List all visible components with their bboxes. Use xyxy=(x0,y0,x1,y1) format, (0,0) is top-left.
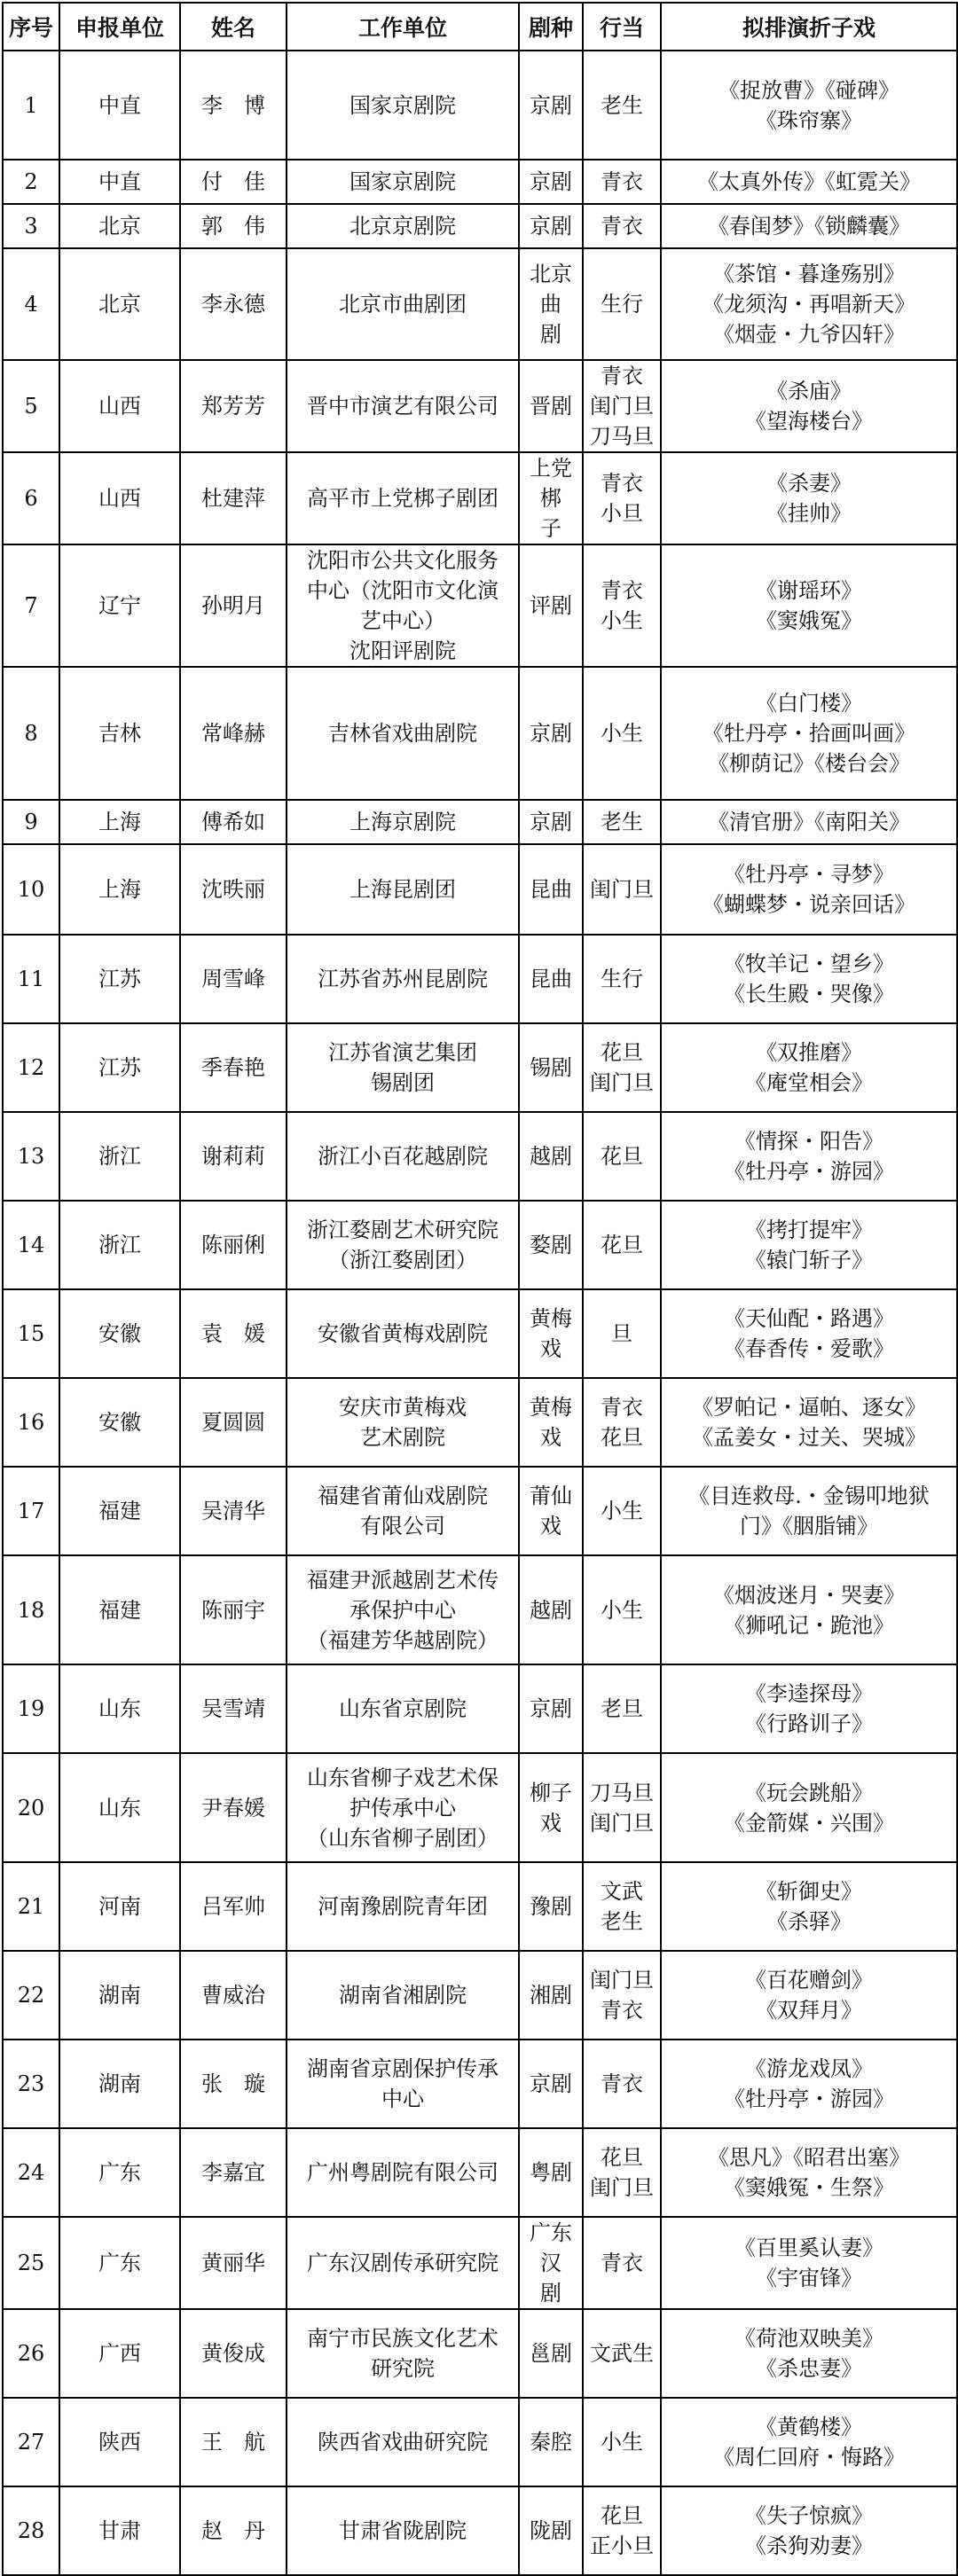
cell-role: 青衣 xyxy=(583,204,661,248)
cell-work: 北京市曲剧团 xyxy=(287,248,519,360)
cell-name: 黄俊成 xyxy=(180,2309,287,2398)
cell-unit: 上海 xyxy=(59,844,180,935)
cell-unit: 湖南 xyxy=(59,1951,180,2040)
table-row xyxy=(3,160,957,204)
cell-unit: 浙江 xyxy=(59,1201,180,1289)
cell-name: 郭 伟 xyxy=(180,204,287,248)
cell-unit: 山东 xyxy=(59,1664,180,1753)
cell-no: 11 xyxy=(3,935,59,1023)
table-row xyxy=(3,1664,957,1753)
cell-genre: 广东汉 剧 xyxy=(519,2217,583,2309)
cell-genre: 锡剧 xyxy=(519,1023,583,1112)
cell-role: 生行 xyxy=(583,248,661,360)
cell-no: 23 xyxy=(3,2040,59,2128)
table-row xyxy=(3,2486,957,2575)
cell-name: 付 佳 xyxy=(180,160,287,204)
cell-unit: 广东 xyxy=(59,2128,180,2217)
cell-unit: 北京 xyxy=(59,248,180,360)
cell-plays: 《斩御史》 《杀驿》 xyxy=(661,1862,957,1951)
cell-name: 周雪峰 xyxy=(180,935,287,1023)
cell-plays: 《烟波迷月・哭妻》 《狮吼记・跪池》 xyxy=(661,1555,957,1664)
cell-name: 袁 媛 xyxy=(180,1289,287,1378)
cell-genre: 秦腔 xyxy=(519,2398,583,2486)
cell-plays: 《春闺梦》《锁麟囊》 xyxy=(661,204,957,248)
cell-no: 25 xyxy=(3,2217,59,2309)
table-row xyxy=(3,2309,957,2398)
header-work: 工作单位 xyxy=(287,3,519,51)
cell-no: 24 xyxy=(3,2128,59,2217)
cell-work: 北京京剧院 xyxy=(287,204,519,248)
cell-work: 吉林省戏曲剧院 xyxy=(287,667,519,800)
cell-no: 12 xyxy=(3,1023,59,1112)
cell-role: 老旦 xyxy=(583,1664,661,1753)
cell-no: 27 xyxy=(3,2398,59,2486)
header-genre: 剧种 xyxy=(519,3,583,51)
cell-name: 曹威治 xyxy=(180,1951,287,2040)
cell-genre: 京剧 xyxy=(519,51,583,160)
cell-role: 闺门旦 xyxy=(583,844,661,935)
table-row xyxy=(3,2217,957,2309)
cell-role: 花旦 xyxy=(583,1112,661,1201)
cell-genre: 晋剧 xyxy=(519,360,583,452)
cell-work: 福建省莆仙戏剧院 有限公司 xyxy=(287,1467,519,1555)
table-row xyxy=(3,2398,957,2486)
cell-plays: 《百花赠剑》 《双拜月》 xyxy=(661,1951,957,2040)
header-row xyxy=(3,3,957,51)
table-row xyxy=(3,1201,957,1289)
cell-role: 刀马旦 闺门旦 xyxy=(583,1753,661,1862)
cell-no: 19 xyxy=(3,1664,59,1753)
cell-genre: 湘剧 xyxy=(519,1951,583,2040)
cell-unit: 江苏 xyxy=(59,935,180,1023)
cell-work: 浙江婺剧艺术研究院 （浙江婺剧团） xyxy=(287,1201,519,1289)
cell-no: 21 xyxy=(3,1862,59,1951)
table-row xyxy=(3,1112,957,1201)
cell-unit: 上海 xyxy=(59,800,180,844)
cell-plays: 《牧羊记・望乡》 《长生殿・哭像》 xyxy=(661,935,957,1023)
cell-genre: 黄梅戏 xyxy=(519,1289,583,1378)
cell-work: 国家京剧院 xyxy=(287,51,519,160)
header-unit: 申报单位 xyxy=(59,3,180,51)
cell-role: 青衣 小生 xyxy=(583,544,661,667)
cell-role: 青衣 花旦 xyxy=(583,1378,661,1467)
cell-no: 28 xyxy=(3,2486,59,2575)
cell-plays: 《拷打提牢》 《辕门斩子》 xyxy=(661,1201,957,1289)
table-row xyxy=(3,667,957,800)
cell-work: 江苏省苏州昆剧院 xyxy=(287,935,519,1023)
cell-work: 浙江小百花越剧院 xyxy=(287,1112,519,1201)
cell-role: 小生 xyxy=(583,667,661,800)
cell-name: 尹春媛 xyxy=(180,1753,287,1862)
cell-plays: 《目连救母.・金锡叩地狱 门》《胭脂铺》 xyxy=(661,1467,957,1555)
cell-unit: 安徽 xyxy=(59,1378,180,1467)
cell-plays: 《茶馆・暮逢殇别》 《龙须沟・再唱新天》 《烟壶・九爷囚轩》 xyxy=(661,248,957,360)
cell-no: 3 xyxy=(3,204,59,248)
header-plays: 拟排演折子戏 xyxy=(661,3,957,51)
cell-no: 22 xyxy=(3,1951,59,2040)
table-row xyxy=(3,1378,957,1467)
cell-work: 甘肃省陇剧院 xyxy=(287,2486,519,2575)
cell-role: 青衣 闺门旦 刀马旦 xyxy=(583,360,661,452)
cell-name: 郑芳芳 xyxy=(180,360,287,452)
cell-no: 14 xyxy=(3,1201,59,1289)
cell-no: 20 xyxy=(3,1753,59,1862)
cell-plays: 《杀庙》 《望海楼台》 xyxy=(661,360,957,452)
cell-plays: 《玩会跳船》 《金箭媒・兴围》 xyxy=(661,1753,957,1862)
cell-role: 小生 xyxy=(583,2398,661,2486)
cell-plays: 《李逵探母》 《行路训子》 xyxy=(661,1664,957,1753)
cell-plays: 《捉放曹》《碰碑》 《珠帘寨》 xyxy=(661,51,957,160)
table-row xyxy=(3,544,957,667)
cell-plays: 《天仙配・路遇》 《春香传・爱歌》 xyxy=(661,1289,957,1378)
cell-genre: 婺剧 xyxy=(519,1201,583,1289)
cell-role: 文武 老生 xyxy=(583,1862,661,1951)
cell-no: 17 xyxy=(3,1467,59,1555)
cell-unit: 河南 xyxy=(59,1862,180,1951)
table-row xyxy=(3,844,957,935)
cell-name: 李 博 xyxy=(180,51,287,160)
cell-genre: 越剧 xyxy=(519,1555,583,1664)
cell-work: 陕西省戏曲研究院 xyxy=(287,2398,519,2486)
cell-role: 花旦 xyxy=(583,1201,661,1289)
cell-role: 花旦 正小旦 xyxy=(583,2486,661,2575)
cell-plays: 《百里奚认妻》 《宇宙锋》 xyxy=(661,2217,957,2309)
cell-work: 江苏省演艺集团 锡剧团 xyxy=(287,1023,519,1112)
cell-no: 10 xyxy=(3,844,59,935)
cell-name: 吴雪靖 xyxy=(180,1664,287,1753)
cell-name: 傅希如 xyxy=(180,800,287,844)
cell-name: 吴清华 xyxy=(180,1467,287,1555)
cell-work: 高平市上党梆子剧团 xyxy=(287,452,519,544)
cell-unit: 湖南 xyxy=(59,2040,180,2128)
cell-plays: 《杀妻》 《挂帅》 xyxy=(661,452,957,544)
cell-plays: 《情探・阳告》 《牡丹亭・游园》 xyxy=(661,1112,957,1201)
cell-plays: 《游龙戏凤》 《牡丹亭・游园》 xyxy=(661,2040,957,2128)
cell-no: 18 xyxy=(3,1555,59,1664)
cell-name: 黄丽华 xyxy=(180,2217,287,2309)
cell-work: 福建尹派越剧艺术传 承保护中心 （福建芳华越剧院） xyxy=(287,1555,519,1664)
table-row xyxy=(3,800,957,844)
cell-genre: 黄梅戏 xyxy=(519,1378,583,1467)
cell-name: 王 航 xyxy=(180,2398,287,2486)
cell-work: 河南豫剧院青年团 xyxy=(287,1862,519,1951)
cell-role: 小生 xyxy=(583,1467,661,1555)
cell-work: 广州粤剧院有限公司 xyxy=(287,2128,519,2217)
cell-name: 陈丽宇 xyxy=(180,1555,287,1664)
cell-plays: 《双推磨》 《庵堂相会》 xyxy=(661,1023,957,1112)
cell-plays: 《罗帕记・逼帕、逐女》 《孟姜女・过关、哭城》 xyxy=(661,1378,957,1467)
cell-name: 谢莉莉 xyxy=(180,1112,287,1201)
cell-unit: 吉林 xyxy=(59,667,180,800)
cell-name: 杜建萍 xyxy=(180,452,287,544)
cell-unit: 陕西 xyxy=(59,2398,180,2486)
table-row xyxy=(3,204,957,248)
cell-unit: 广东 xyxy=(59,2217,180,2309)
cell-unit: 山西 xyxy=(59,452,180,544)
cell-unit: 江苏 xyxy=(59,1023,180,1112)
cell-genre: 昆曲 xyxy=(519,844,583,935)
cell-unit: 甘肃 xyxy=(59,2486,180,2575)
cell-work: 湖南省湘剧院 xyxy=(287,1951,519,2040)
cell-no: 5 xyxy=(3,360,59,452)
table-row xyxy=(3,452,957,544)
header-no: 序号 xyxy=(3,3,59,51)
cell-genre: 莆仙戏 xyxy=(519,1467,583,1555)
cell-unit: 山西 xyxy=(59,360,180,452)
header-name: 姓名 xyxy=(180,3,287,51)
table-row xyxy=(3,248,957,360)
cell-name: 吕军帅 xyxy=(180,1862,287,1951)
cell-plays: 《牡丹亭・寻梦》 《蝴蝶梦・说亲回话》 xyxy=(661,844,957,935)
cell-plays: 《清官册》《南阳关》 xyxy=(661,800,957,844)
cell-genre: 陇剧 xyxy=(519,2486,583,2575)
cell-unit: 山东 xyxy=(59,1753,180,1862)
cell-unit: 中直 xyxy=(59,160,180,204)
table-row xyxy=(3,1467,957,1555)
cell-unit: 中直 xyxy=(59,51,180,160)
cell-work: 广东汉剧传承研究院 xyxy=(287,2217,519,2309)
cell-genre: 京剧 xyxy=(519,160,583,204)
cell-work: 山东省柳子戏艺术保 护传承中心 （山东省柳子剧团） xyxy=(287,1753,519,1862)
cell-unit: 福建 xyxy=(59,1467,180,1555)
cell-name: 张 璇 xyxy=(180,2040,287,2128)
cell-genre: 柳子戏 xyxy=(519,1753,583,1862)
cell-unit: 安徽 xyxy=(59,1289,180,1378)
cell-work: 上海京剧院 xyxy=(287,800,519,844)
cell-plays: 《太真外传》《虹霓关》 xyxy=(661,160,957,204)
cell-genre: 昆曲 xyxy=(519,935,583,1023)
table-row xyxy=(3,1023,957,1112)
cell-unit: 浙江 xyxy=(59,1112,180,1201)
cell-work: 沈阳市公共文化服务 中心（沈阳市文化演 艺中心） 沈阳评剧院 xyxy=(287,544,519,667)
cell-genre: 越剧 xyxy=(519,1112,583,1201)
cell-unit: 广西 xyxy=(59,2309,180,2398)
table-row xyxy=(3,1951,957,2040)
table-row xyxy=(3,360,957,452)
cell-genre: 粤剧 xyxy=(519,2128,583,2217)
cell-plays: 《白门楼》 《牡丹亭・拾画叫画》 《柳荫记》《楼台会》 xyxy=(661,667,957,800)
cell-role: 文武生 xyxy=(583,2309,661,2398)
cell-name: 陈丽俐 xyxy=(180,1201,287,1289)
cell-plays: 《谢瑶环》 《窦娥冤》 xyxy=(661,544,957,667)
cell-plays: 《失子惊疯》 《杀狗劝妻》 xyxy=(661,2486,957,2575)
table-row xyxy=(3,1862,957,1951)
cell-name: 李嘉宜 xyxy=(180,2128,287,2217)
cell-name: 孙明月 xyxy=(180,544,287,667)
cell-role: 闺门旦 青衣 xyxy=(583,1951,661,2040)
cell-name: 常峰赫 xyxy=(180,667,287,800)
cell-work: 南宁市民族文化艺术 研究院 xyxy=(287,2309,519,2398)
cell-role: 花旦 闺门旦 xyxy=(583,2128,661,2217)
cell-no: 2 xyxy=(3,160,59,204)
cell-genre: 京剧 xyxy=(519,1664,583,1753)
cell-name: 赵 丹 xyxy=(180,2486,287,2575)
table-row xyxy=(3,1555,957,1664)
cell-genre: 京剧 xyxy=(519,2040,583,2128)
cell-role: 生行 xyxy=(583,935,661,1023)
cell-role: 老生 xyxy=(583,800,661,844)
table-body xyxy=(3,51,957,2575)
cell-work: 晋中市演艺有限公司 xyxy=(287,360,519,452)
table-row xyxy=(3,1753,957,1862)
cell-name: 夏圆圆 xyxy=(180,1378,287,1467)
cell-no: 26 xyxy=(3,2309,59,2398)
header-role: 行当 xyxy=(583,3,661,51)
cell-role: 旦 xyxy=(583,1289,661,1378)
table-row xyxy=(3,2128,957,2217)
cell-plays: 《思凡》《昭君出塞》 《窦娥冤・生祭》 xyxy=(661,2128,957,2217)
cell-unit: 北京 xyxy=(59,204,180,248)
cell-role: 青衣 xyxy=(583,160,661,204)
performers-table xyxy=(2,2,958,2576)
cell-genre: 豫剧 xyxy=(519,1862,583,1951)
cell-work: 湖南省京剧保护传承 中心 xyxy=(287,2040,519,2128)
cell-role: 小生 xyxy=(583,1555,661,1664)
cell-name: 沈昳丽 xyxy=(180,844,287,935)
cell-no: 8 xyxy=(3,667,59,800)
cell-work: 安徽省黄梅戏剧院 xyxy=(287,1289,519,1378)
cell-genre: 北京曲 剧 xyxy=(519,248,583,360)
cell-plays: 《黄鹤楼》 《周仁回府・悔路》 xyxy=(661,2398,957,2486)
cell-genre: 京剧 xyxy=(519,800,583,844)
cell-no: 1 xyxy=(3,51,59,160)
cell-name: 李永德 xyxy=(180,248,287,360)
cell-plays: 《荷池双映美》 《杀忠妻》 xyxy=(661,2309,957,2398)
table-row xyxy=(3,51,957,160)
cell-genre: 京剧 xyxy=(519,204,583,248)
cell-no: 7 xyxy=(3,544,59,667)
table-row xyxy=(3,935,957,1023)
cell-no: 13 xyxy=(3,1112,59,1201)
cell-unit: 辽宁 xyxy=(59,544,180,667)
cell-unit: 福建 xyxy=(59,1555,180,1664)
cell-no: 4 xyxy=(3,248,59,360)
table-row xyxy=(3,1289,957,1378)
cell-genre: 京剧 xyxy=(519,667,583,800)
cell-no: 9 xyxy=(3,800,59,844)
table-row xyxy=(3,2040,957,2128)
cell-role: 青衣 小旦 xyxy=(583,452,661,544)
cell-no: 16 xyxy=(3,1378,59,1467)
cell-no: 15 xyxy=(3,1289,59,1378)
cell-role: 花旦 闺门旦 xyxy=(583,1023,661,1112)
cell-work: 国家京剧院 xyxy=(287,160,519,204)
cell-work: 山东省京剧院 xyxy=(287,1664,519,1753)
cell-work: 安庆市黄梅戏 艺术剧院 xyxy=(287,1378,519,1467)
cell-role: 青衣 xyxy=(583,2217,661,2309)
cell-genre: 邕剧 xyxy=(519,2309,583,2398)
cell-role: 老生 xyxy=(583,51,661,160)
cell-name: 季春艳 xyxy=(180,1023,287,1112)
cell-no: 6 xyxy=(3,452,59,544)
cell-genre: 评剧 xyxy=(519,544,583,667)
cell-role: 青衣 xyxy=(583,2040,661,2128)
cell-work: 上海昆剧团 xyxy=(287,844,519,935)
cell-genre: 上党梆 子 xyxy=(519,452,583,544)
